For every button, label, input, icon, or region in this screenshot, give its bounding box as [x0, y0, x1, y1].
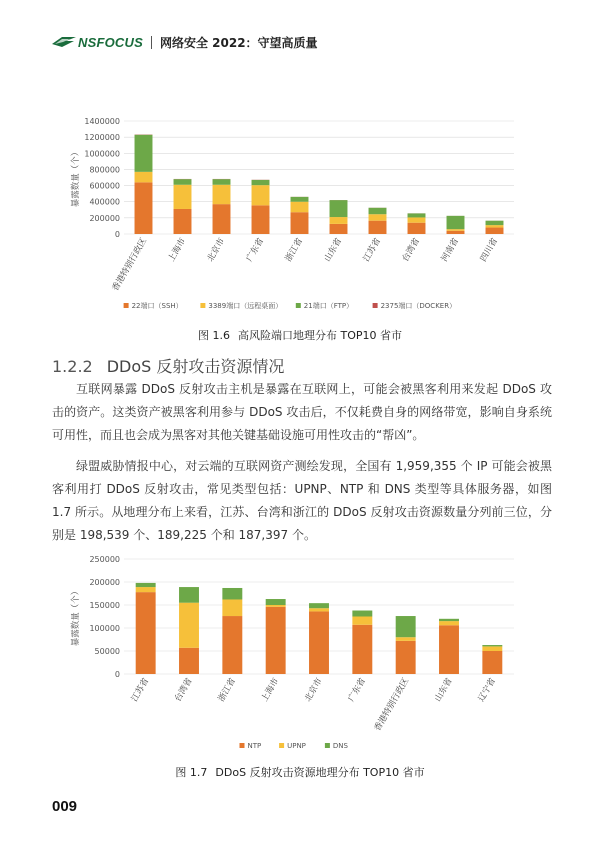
bar-segment — [136, 583, 156, 587]
x-tick-label: 上海市 — [259, 676, 282, 704]
paragraph-2: 绿盟威胁情报中心，对云端的互联网资产测绘发现，全国有 1,959,355 个 IP 可能会被黑客利用打 DDoS 反射攻击，常见类型包括：UPNP、NTP 和 DNS 类型等具体服务器，如图 1.7 所示。从地理分布上来看，江苏、台湾和浙江的 DDoS 反射攻击资源数量分列前三位，分别是 198,539 个、189,225 个和 187,397 个。 — [52, 459, 552, 542]
bar-segment — [369, 208, 387, 214]
bar-segment — [369, 221, 387, 234]
nsfocus-logo — [52, 35, 143, 50]
y-tick-label: 150000 — [89, 601, 120, 610]
figure-2-title: DDoS 反射攻击资源地理分布 TOP10 省市 — [215, 766, 425, 779]
x-tick-label: 浙江省 — [216, 676, 238, 704]
bar-segment — [136, 592, 156, 674]
legend-entry: DNS — [332, 742, 348, 750]
bar-segment — [447, 229, 465, 231]
legend-swatch — [124, 303, 129, 308]
bar-segment — [352, 625, 372, 674]
bar-segment — [482, 646, 502, 651]
bar-segment — [439, 619, 459, 621]
bar-segment — [396, 637, 416, 641]
legend-entry: 3389端口（远程桌面） — [208, 302, 283, 310]
bar-segment — [213, 204, 231, 234]
x-tick-label: 香港特别行政区 — [110, 236, 150, 294]
legend — [124, 301, 456, 310]
x-tick-label: 江苏省 — [361, 236, 384, 264]
x-tick-label: 浙江省 — [283, 236, 306, 264]
section-number: 1.2.2 — [52, 357, 93, 376]
y-tick-label: 0 — [114, 230, 120, 239]
x-tick-label: 北京市 — [303, 676, 325, 704]
page-header — [52, 34, 318, 50]
bar-segment — [222, 588, 242, 600]
legend-entry: UPNP — [287, 742, 306, 750]
figure-1-number: 图 1.6 — [197, 329, 230, 342]
paragraph-1: 互联网暴露 DDoS 反射攻击主机是暴露在互联网上，可能会被黑客利用来发起 DDoS 攻击的资产。这类资产被黑客利用参与 DDoS 攻击后，不仅耗费自身的网络带宽，影响自身系统可用性，而且也会成为黑客对其他关键基础设施可用性攻击的“帮凶”。 — [52, 382, 552, 442]
bar-segment — [135, 182, 153, 234]
bar-segment — [309, 608, 329, 611]
chart-port-distribution — [52, 108, 552, 323]
y-tick-label: 1400000 — [84, 117, 120, 126]
legend-entry: 2375端口（DOCKER） — [380, 302, 457, 310]
bar-segment — [135, 172, 153, 182]
page-number: 009 — [52, 798, 78, 815]
y-axis-label: 暴露数量（个） — [71, 147, 81, 208]
x-tick-label: 北京市 — [205, 236, 228, 264]
y-tick-label: 1200000 — [84, 133, 120, 143]
bar-segment — [330, 217, 348, 224]
y-tick-label: 400000 — [89, 197, 120, 207]
y-tick-label: 100000 — [89, 624, 120, 633]
section-title: DDoS 反射攻击资源情况 — [106, 357, 285, 376]
bar-segment — [174, 209, 192, 234]
bar-segment — [439, 625, 459, 674]
bar-segment — [266, 607, 286, 674]
bar-segment — [179, 603, 199, 648]
y-tick-label: 600000 — [89, 181, 120, 191]
bar-segment — [482, 645, 502, 646]
chart-ddos-distribution — [52, 550, 552, 757]
bar-segment — [396, 616, 416, 637]
logo-wing-icon — [52, 35, 76, 49]
x-tick-label: 台湾省 — [173, 676, 195, 704]
x-tick-label: 山东省 — [322, 236, 345, 264]
bar-segment — [266, 605, 286, 607]
y-tick-label: 50000 — [94, 647, 120, 656]
bar-segment — [482, 651, 502, 674]
y-tick-label: 800000 — [89, 165, 120, 175]
figure-1-title: 高风险端口地理分布 TOP10 省市 — [237, 329, 402, 342]
legend-entry: 21端口（FTP） — [303, 302, 354, 310]
bar-segment — [252, 185, 270, 205]
y-axis-label: 暴露数量（个） — [71, 586, 81, 647]
y-tick-label: 200000 — [89, 213, 120, 223]
x-tick-label: 四川省 — [478, 236, 501, 264]
bar-segment — [369, 214, 387, 220]
bar-segment — [396, 641, 416, 674]
x-tick-label: 江苏省 — [129, 676, 152, 704]
x-tick-label: 广东省 — [346, 676, 368, 704]
bar-segment — [291, 202, 309, 212]
x-tick-label: 台湾省 — [400, 236, 423, 264]
x-tick-label: 香港特别行政区 — [372, 676, 412, 734]
bar-segment — [309, 611, 329, 674]
bar-segment — [174, 179, 192, 185]
bar-segment — [309, 603, 329, 608]
bar-segment — [486, 228, 504, 234]
legend-swatch — [325, 743, 330, 748]
bar-segment — [222, 616, 242, 674]
bar-segment — [330, 224, 348, 234]
bar-segment — [352, 617, 372, 625]
bar-segment — [174, 185, 192, 209]
bar-segment — [330, 200, 348, 217]
x-tick-label: 河南省 — [439, 236, 462, 264]
legend-swatch — [200, 303, 205, 308]
y-tick-label: 0 — [114, 670, 120, 679]
bar-segment — [486, 225, 504, 227]
section-heading — [52, 354, 284, 377]
bar-segment — [447, 216, 465, 229]
figure-2-caption — [0, 764, 600, 780]
bar-segment — [266, 599, 286, 605]
bar-segment — [222, 599, 242, 616]
logo-text: NSFOCUS — [78, 34, 143, 50]
legend-swatch — [373, 303, 378, 308]
bar-segment — [439, 621, 459, 625]
bar-segment — [291, 197, 309, 202]
bar-segment — [179, 648, 199, 674]
bar-segment — [252, 180, 270, 185]
legend-swatch — [240, 743, 245, 748]
header-divider — [151, 36, 152, 49]
bar-segment — [447, 231, 465, 234]
legend-entry: NTP — [247, 742, 262, 750]
bar-segment — [486, 221, 504, 225]
x-tick-label: 辽宁省 — [476, 676, 498, 704]
bar-segment — [291, 212, 309, 234]
bar-segment — [408, 217, 426, 222]
bar-segment — [252, 205, 270, 234]
bar-segment — [136, 587, 156, 592]
bar-segment — [213, 179, 231, 185]
bar-segment — [135, 135, 153, 172]
legend-entry: 22端口（SSH） — [131, 302, 183, 310]
y-tick-label: 200000 — [89, 578, 120, 587]
x-tick-label: 山东省 — [433, 676, 455, 704]
bar-segment — [213, 185, 231, 204]
header-title: 网络安全 2022：守望高质量 — [159, 35, 318, 50]
bar-segment — [352, 611, 372, 617]
y-tick-label: 250000 — [89, 555, 120, 564]
bar-segment — [179, 587, 199, 603]
y-tick-label: 1000000 — [84, 149, 120, 159]
figure-2-number: 图 1.7 — [175, 766, 208, 779]
legend — [240, 742, 349, 750]
bar-segment — [408, 213, 426, 217]
x-tick-label: 广东省 — [244, 236, 267, 264]
legend-swatch — [279, 743, 284, 748]
figure-1-caption — [0, 327, 600, 343]
legend-swatch — [296, 303, 301, 308]
x-tick-label: 上海市 — [166, 236, 189, 264]
bar-segment — [408, 223, 426, 234]
